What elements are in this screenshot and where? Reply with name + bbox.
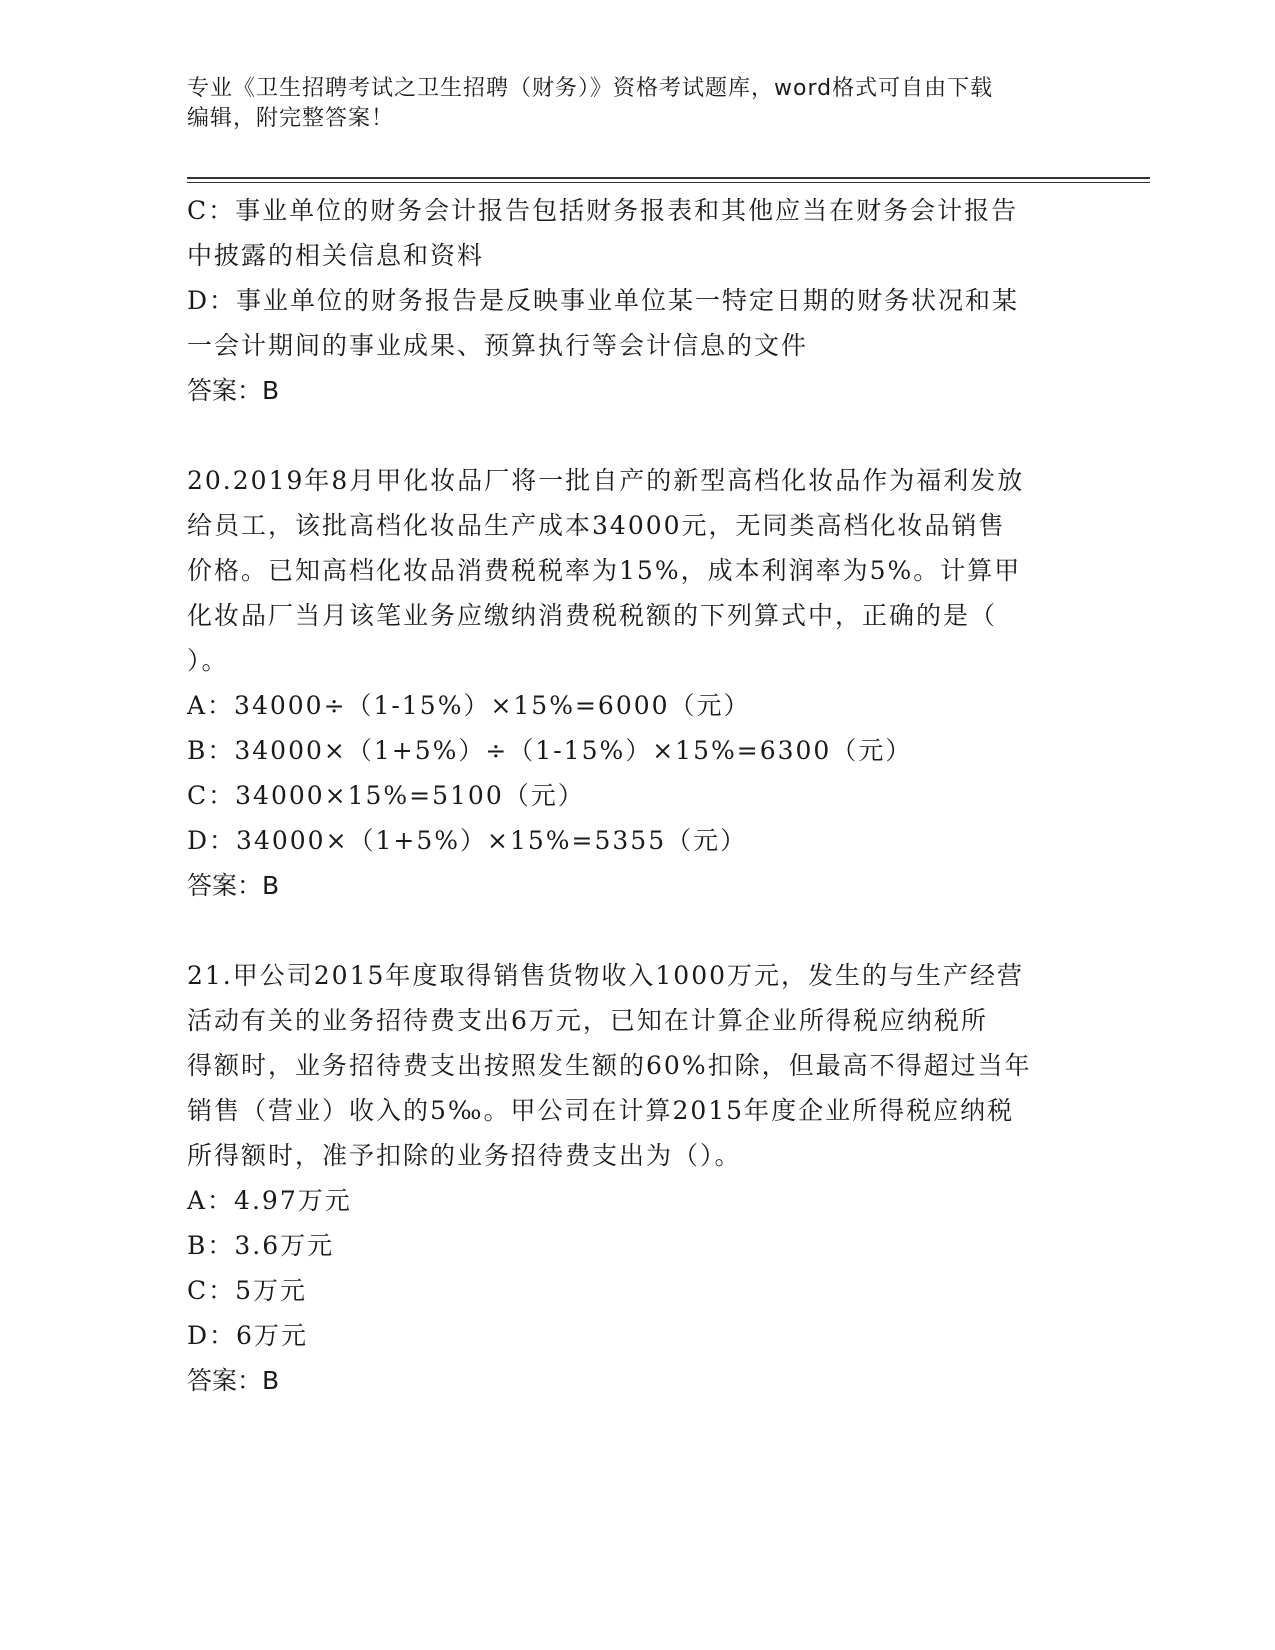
- option-c-line-1: C：事业单位的财务会计报告包括财务报表和其他应当在财务会计报告: [187, 196, 1019, 225]
- question-content: [187, 188, 1067, 1403]
- question-20-option-d: D：34000×（1+5%）×15%=5355（元）: [187, 826, 748, 855]
- question-20-option-b: B：34000×（1+5%）÷（1-15%）×15%=6300（元）: [187, 736, 913, 765]
- question-20-stem-line-3: 价格。已知高档化妆品消费税税率为15%，成本利润率为5%。计算甲: [187, 556, 1022, 585]
- question-21-stem-line-5: 所得额时，准予扣除的业务招待费支出为（）。: [187, 1141, 742, 1170]
- question-21-stem-line-3: 得额时，业务招待费支出按照发生额的60%扣除，但最高不得超过当年: [187, 1051, 1032, 1080]
- question-20-stem-line-5: ）。: [187, 646, 229, 675]
- option-d-line-2: 一会计期间的事业成果、预算执行等会计信息的文件: [187, 331, 809, 360]
- question-20-stem-line-2: 给员工，该批高档化妆品生产成本34000元，无同类高档化妆品销售: [187, 511, 1006, 540]
- question-20-stem-line-1: 20.2019年8月甲化妆品厂将一批自产的新型高档化妆品作为福利发放: [187, 466, 1025, 495]
- question-20-option-c: C：34000×15%=5100（元）: [187, 781, 585, 810]
- page-header: [187, 74, 1067, 134]
- question-21-stem-line-4: 销售（营业）收入的5‰。甲公司在计算2015年度企业所得税应纳税: [187, 1096, 1015, 1125]
- spacer: [187, 413, 1067, 458]
- answer-label: 答案：B: [187, 376, 280, 405]
- option-d-line-1: D：事业单位的财务报告是反映事业单位某一特定日期的财务状况和某: [187, 286, 1020, 315]
- spacer: [187, 908, 1067, 953]
- option-c-line-2: 中披露的相关信息和资料: [187, 241, 485, 270]
- question-21-answer: 答案：B: [187, 1366, 280, 1395]
- question-20-stem-line-4: 化妆品厂当月该笔业务应缴纳消费税税额的下列算式中，正确的是（: [187, 601, 998, 630]
- question-21-option-d: D：6万元: [187, 1321, 308, 1350]
- question-20-option-a: A：34000÷（1-15%）×15%=6000（元）: [187, 691, 751, 720]
- header-divider-thick: [187, 177, 1150, 179]
- question-21-stem-line-1: 21.甲公司2015年度取得销售货物收入1000万元，发生的与生产经营: [187, 961, 1025, 990]
- header-line-1: 专业《卫生招聘考试之卫生招聘（财务）》资格考试题库，word格式可自由下载: [187, 76, 994, 101]
- header-line-2: 编辑，附完整答案！: [187, 106, 395, 131]
- question-21-option-a: A：4.97万元: [187, 1186, 352, 1215]
- question-21-option-b: B：3.6万元: [187, 1231, 335, 1260]
- question-20-answer: 答案：B: [187, 871, 280, 900]
- question-21-block: [187, 953, 1067, 1403]
- question-21-stem-line-2: 活动有关的业务招待费支出6万元，已知在计算企业所得税应纳税所: [187, 1006, 988, 1035]
- header-divider-thin: [187, 182, 1150, 183]
- prev-question-block: [187, 188, 1067, 413]
- question-20-block: [187, 458, 1067, 908]
- question-21-option-c: C：5万元: [187, 1276, 308, 1305]
